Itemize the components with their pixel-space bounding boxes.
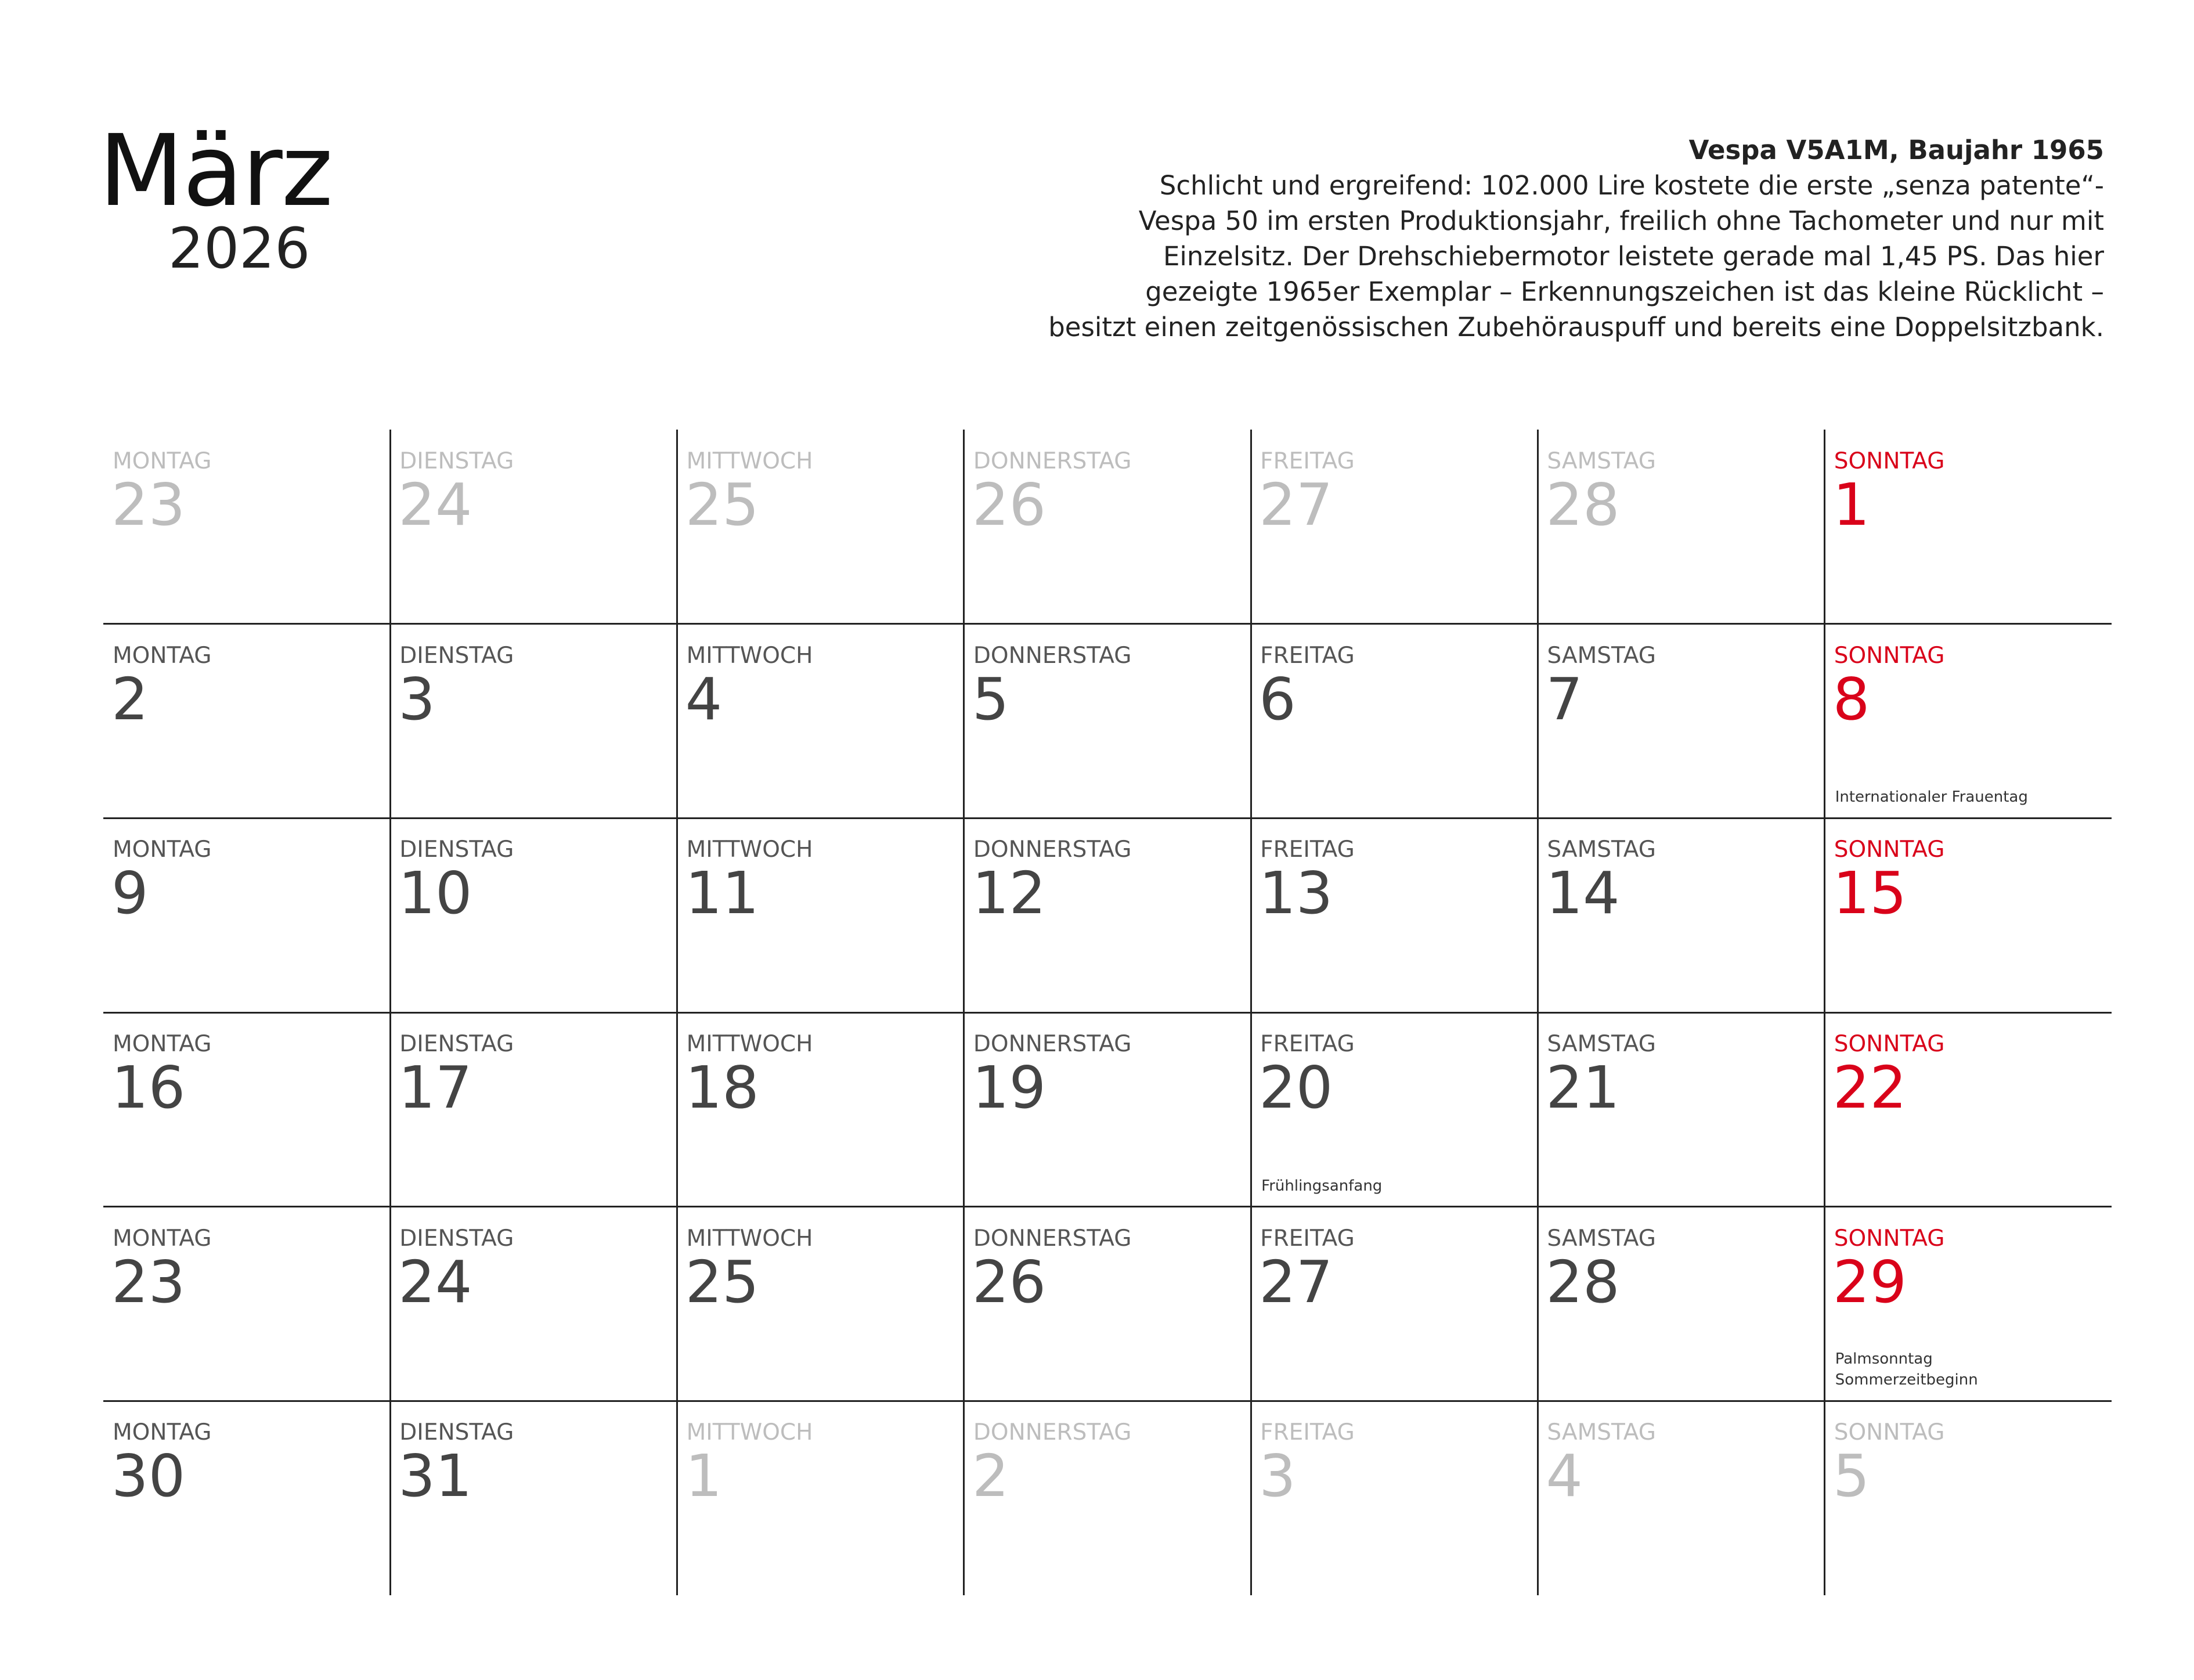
day-number: 27 [1259, 471, 1333, 539]
weekday-label: FREITAG [1260, 642, 1355, 669]
day-cell [677, 1207, 964, 1401]
day-cell [1251, 1401, 1538, 1595]
weekday-label: DONNERSTAG [973, 642, 1132, 669]
day-number: 24 [398, 471, 472, 539]
day-cell [1825, 1401, 2112, 1595]
holiday-label: Palmsonntag [1835, 1350, 1933, 1368]
weekday-label: MITTWOCH [686, 837, 813, 863]
weekday-label: SONNTAG [1834, 448, 1945, 474]
weekday-label: MONTAG [113, 642, 212, 669]
weekday-label: DIENSTAG [399, 642, 514, 669]
weekday-label: MONTAG [113, 448, 212, 474]
weekday-label: MITTWOCH [686, 448, 813, 474]
day-note [1835, 1349, 1978, 1390]
weekday-label: FREITAG [1260, 1419, 1355, 1446]
day-cell [390, 430, 677, 624]
day-number: 4 [685, 665, 723, 733]
day-number: 23 [111, 1248, 186, 1316]
weekday-label: MONTAG [113, 1225, 212, 1252]
day-cell [390, 818, 677, 1012]
day-number: 25 [685, 1248, 759, 1316]
weekday-label: DIENSTAG [399, 1225, 514, 1252]
day-cell [1538, 1012, 1824, 1207]
weekday-label: DIENSTAG [399, 837, 514, 863]
description-line: Einzelsitz. Der Drehschiebermotor leistete gerade mal 1,45 PS. Das hier [1163, 241, 2104, 272]
day-cell [677, 1012, 964, 1207]
day-cell [1251, 624, 1538, 819]
weekday-label: DONNERSTAG [973, 1031, 1132, 1057]
weekday-label: SAMSTAG [1547, 1225, 1656, 1252]
day-cell [1825, 1012, 2112, 1207]
weekday-label: MITTWOCH [686, 1031, 813, 1057]
row-divider [103, 1400, 2112, 1402]
weekday-label: FREITAG [1260, 448, 1355, 474]
holiday-label: Sommerzeitbeginn [1835, 1371, 1978, 1389]
day-cell [1251, 1207, 1538, 1401]
year-label: 2026 [168, 216, 311, 281]
calendar-grid [103, 430, 2112, 1595]
weekday-label: SONNTAG [1834, 642, 1945, 669]
day-cell [390, 1012, 677, 1207]
day-cell [103, 430, 390, 624]
description-line: Vespa 50 im ersten Produktionsjahr, freilich ohne Tachometer und nur mit [1138, 206, 2104, 236]
day-cell [1538, 430, 1824, 624]
holiday-label: Internationaler Frauentag [1835, 788, 2028, 806]
day-number: 15 [1832, 859, 1907, 928]
description-title: Vespa V5A1M, Baujahr 1965 [1688, 135, 2104, 165]
day-cell [964, 430, 1251, 624]
weekday-label: DONNERSTAG [973, 1419, 1132, 1446]
weekday-label: FREITAG [1260, 1225, 1355, 1252]
description-line: gezeigte 1965er Exemplar – Erkennungszeichen ist das kleine Rücklicht – [1145, 276, 2104, 307]
day-cell [1825, 430, 2112, 624]
day-cell [964, 624, 1251, 819]
weekday-label: MITTWOCH [686, 1419, 813, 1446]
weekday-label: SONNTAG [1834, 1225, 1945, 1252]
day-number: 4 [1546, 1442, 1583, 1510]
day-cell [1538, 1207, 1824, 1401]
day-number: 2 [972, 1442, 1009, 1510]
weekday-label: DONNERSTAG [973, 448, 1132, 474]
day-cell [103, 1207, 390, 1401]
day-number: 31 [398, 1442, 472, 1510]
holiday-label: Frühlingsanfang [1261, 1177, 1383, 1195]
weekday-label: DIENSTAG [399, 1031, 514, 1057]
day-cell [103, 1012, 390, 1207]
day-number: 5 [972, 665, 1009, 733]
weekday-label: DONNERSTAG [973, 1225, 1132, 1252]
day-number: 29 [1832, 1248, 1907, 1316]
day-cell [390, 624, 677, 819]
day-cell [1825, 818, 2112, 1012]
weekday-label: SAMSTAG [1547, 642, 1656, 669]
day-cell [964, 1207, 1251, 1401]
day-number: 18 [685, 1054, 759, 1122]
day-cell [103, 624, 390, 819]
weekday-label: SAMSTAG [1547, 1031, 1656, 1057]
weekday-label: DIENSTAG [399, 1419, 514, 1446]
day-number: 27 [1259, 1248, 1333, 1316]
weekday-label: MONTAG [113, 1419, 212, 1446]
weekday-label: SONNTAG [1834, 837, 1945, 863]
day-number: 12 [972, 859, 1047, 928]
month-title: März [99, 114, 332, 229]
day-cell [677, 624, 964, 819]
day-number: 8 [1832, 665, 1870, 733]
day-cell [1825, 1207, 2112, 1401]
day-number: 10 [398, 859, 472, 928]
day-number: 28 [1546, 471, 1620, 539]
weekday-label: SAMSTAG [1547, 1419, 1656, 1446]
weekday-label: FREITAG [1260, 1031, 1355, 1057]
description-line: besitzt einen zeitgenössischen Zubehörauspuff und bereits eine Doppelsitzbank. [1048, 312, 2104, 343]
day-cell [1825, 624, 2112, 819]
day-number: 1 [1832, 471, 1870, 539]
day-number: 6 [1259, 665, 1296, 733]
day-number: 21 [1546, 1054, 1620, 1122]
day-number: 19 [972, 1054, 1047, 1122]
day-cell [1538, 624, 1824, 819]
weekday-label: MITTWOCH [686, 642, 813, 669]
weekday-label: SAMSTAG [1547, 837, 1656, 863]
weekday-label: MONTAG [113, 837, 212, 863]
day-note [1261, 1176, 1382, 1196]
day-number: 13 [1259, 859, 1333, 928]
weekday-label: SAMSTAG [1547, 448, 1656, 474]
day-cell [964, 1012, 1251, 1207]
day-cell [964, 1401, 1251, 1595]
day-cell [677, 430, 964, 624]
day-number: 30 [111, 1442, 186, 1510]
day-cell [1538, 1401, 1824, 1595]
day-number: 1 [685, 1442, 723, 1510]
day-number: 23 [111, 471, 186, 539]
day-number: 7 [1546, 665, 1583, 733]
day-cell [1251, 818, 1538, 1012]
row-divider [103, 817, 2112, 819]
day-number: 20 [1259, 1054, 1333, 1122]
day-number: 24 [398, 1248, 472, 1316]
day-number: 3 [398, 665, 435, 733]
day-number: 9 [111, 859, 149, 928]
day-cell [390, 1207, 677, 1401]
day-number: 22 [1832, 1054, 1907, 1122]
day-number: 17 [398, 1054, 472, 1122]
day-cell [677, 1401, 964, 1595]
day-cell [1251, 1012, 1538, 1207]
day-cell [103, 818, 390, 1012]
weekday-label: MITTWOCH [686, 1225, 813, 1252]
day-number: 3 [1259, 1442, 1296, 1510]
day-number: 5 [1832, 1442, 1870, 1510]
day-cell [1251, 430, 1538, 624]
row-divider [103, 1012, 2112, 1014]
weekday-label: SONNTAG [1834, 1419, 1945, 1446]
day-number: 26 [972, 471, 1047, 539]
day-number: 28 [1546, 1248, 1620, 1316]
weekday-label: DONNERSTAG [973, 837, 1132, 863]
day-number: 14 [1546, 859, 1620, 928]
day-number: 11 [685, 859, 759, 928]
description-line: Schlicht und ergreifend: 102.000 Lire kostete die erste „senza patente“- [1159, 170, 2104, 201]
weekday-label: FREITAG [1260, 837, 1355, 863]
day-note [1835, 787, 2028, 807]
weekday-label: MONTAG [113, 1031, 212, 1057]
day-cell [103, 1401, 390, 1595]
row-divider [103, 1206, 2112, 1207]
day-cell [1538, 818, 1824, 1012]
day-cell [390, 1401, 677, 1595]
weekday-label: DIENSTAG [399, 448, 514, 474]
day-cell [677, 818, 964, 1012]
day-number: 16 [111, 1054, 186, 1122]
vehicle-description [943, 132, 2104, 345]
day-number: 26 [972, 1248, 1047, 1316]
day-number: 2 [111, 665, 149, 733]
weekday-label: SONNTAG [1834, 1031, 1945, 1057]
row-divider [103, 623, 2112, 625]
day-number: 25 [685, 471, 759, 539]
day-cell [964, 818, 1251, 1012]
